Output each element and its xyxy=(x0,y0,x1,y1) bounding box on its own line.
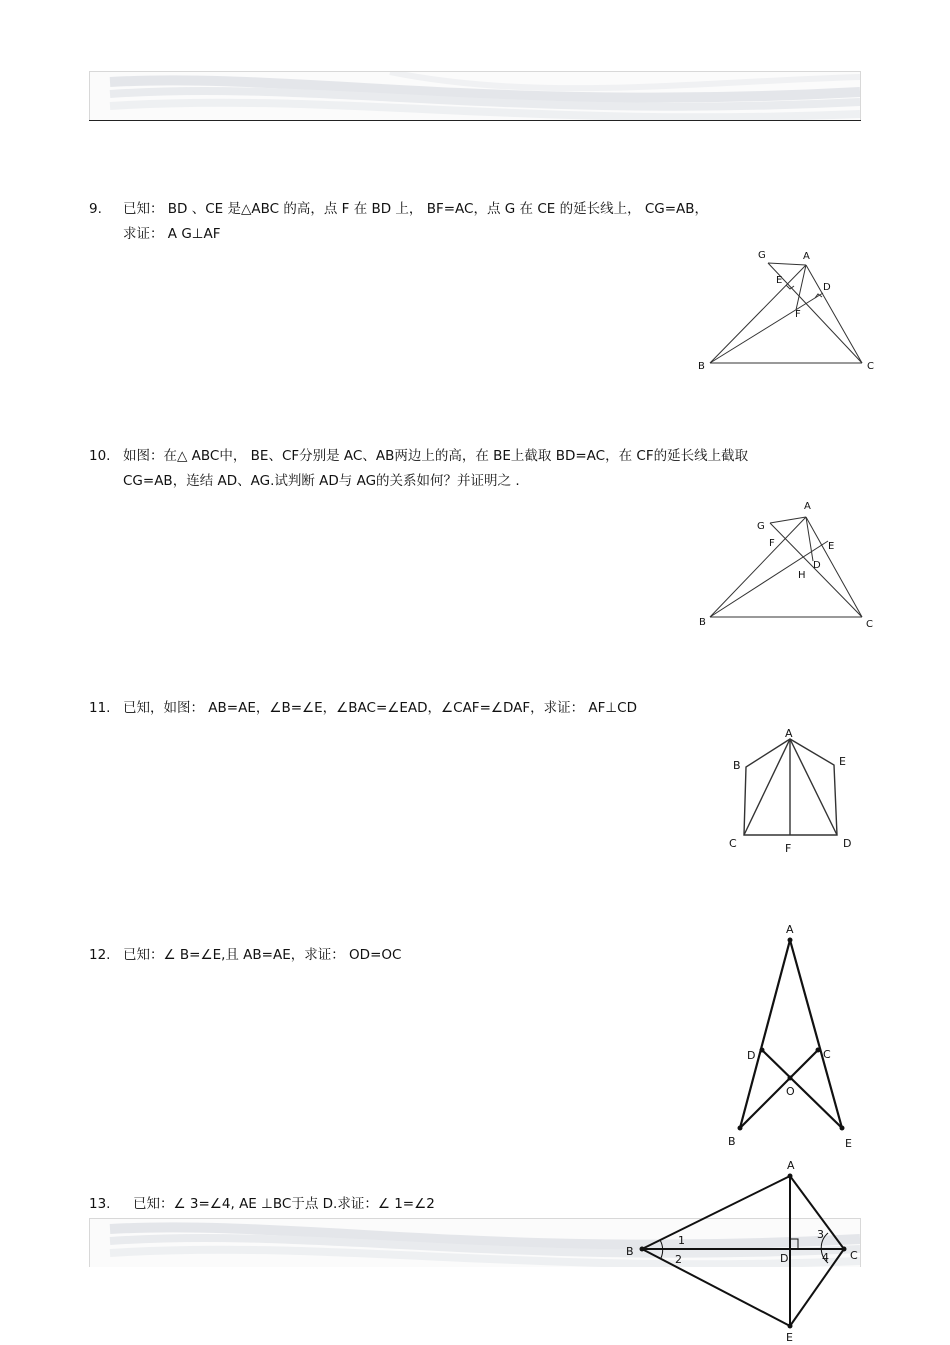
problem-11 xyxy=(89,696,637,721)
figure-13 xyxy=(620,1155,865,1345)
figure-9 xyxy=(690,245,890,380)
problem-12 xyxy=(89,943,401,968)
label-C: C xyxy=(866,619,873,630)
label-D: D xyxy=(843,837,852,850)
header-rule xyxy=(89,120,861,121)
header-banner xyxy=(89,71,861,120)
problem-text: 求证： A G⊥AF xyxy=(123,226,221,242)
label-C: C xyxy=(823,1048,831,1061)
problem-text: 已知：∠ B=∠E,且 AB=AE，求证： OD=OC xyxy=(123,947,402,963)
label-G: G xyxy=(757,521,765,532)
label-E: E xyxy=(845,1137,852,1150)
label-D: D xyxy=(813,560,821,571)
label-D: D xyxy=(780,1252,789,1265)
figure-11 xyxy=(720,725,860,860)
problem-text: 已知： BD 、CE 是△ABC 的高，点 F 在 BD 上， BF=AC，点 G 在 CE 的延长线上， CG=AB， xyxy=(123,201,709,217)
label-A: A xyxy=(787,1159,795,1172)
label-D: D xyxy=(823,282,831,293)
label-F: F xyxy=(795,309,801,320)
problem-9 xyxy=(89,197,708,247)
problem-text: 已知：∠ 3=∠4, AE ⊥BC于点 D.求证：∠ 1=∠2 xyxy=(133,1196,435,1212)
label-A: A xyxy=(804,501,811,512)
figure-10 xyxy=(690,495,890,635)
problem-number: 10. xyxy=(89,448,111,464)
label-B: B xyxy=(733,759,741,772)
problem-text: 如图：在△ ABC中， BE、CF分别是 AC、AB两边上的高，在 BE上截取 BD=AC，在 CF的延长线上截取 xyxy=(123,448,749,464)
label-A: A xyxy=(786,923,794,936)
label-3: 3 xyxy=(817,1228,824,1241)
label-2: 2 xyxy=(675,1253,682,1266)
label-D: D xyxy=(747,1049,756,1062)
label-C: C xyxy=(850,1249,858,1262)
label-B: B xyxy=(699,617,706,628)
problem-number: 9. xyxy=(89,201,102,217)
label-B: B xyxy=(626,1245,634,1258)
label-4: 4 xyxy=(822,1251,829,1264)
label-C: C xyxy=(729,837,737,850)
label-B: B xyxy=(698,361,705,372)
problem-text: CG=AB，连结 AD、AG.试判断 AD与 AG的关系如何？并证明之 . xyxy=(123,473,520,489)
problem-number: 13. xyxy=(89,1196,111,1212)
label-O: O xyxy=(786,1085,795,1098)
label-1: 1 xyxy=(678,1234,685,1247)
problem-10 xyxy=(89,444,748,494)
label-E: E xyxy=(839,755,846,768)
label-C: C xyxy=(867,361,874,372)
label-F: F xyxy=(785,842,792,855)
label-F: F xyxy=(769,538,775,549)
problem-13 xyxy=(89,1192,435,1217)
label-A: A xyxy=(803,251,810,262)
label-E: E xyxy=(786,1331,793,1344)
figure-12 xyxy=(720,920,860,1155)
problem-number: 11. xyxy=(89,700,111,716)
problem-number: 12. xyxy=(89,947,111,963)
label-H: H xyxy=(798,570,806,581)
label-E: E xyxy=(828,541,835,552)
label-E: E xyxy=(776,275,783,286)
label-B: B xyxy=(728,1135,736,1148)
label-A: A xyxy=(785,727,793,740)
problem-text: 已知，如图： AB=AE，∠B=∠E，∠BAC=∠EAD，∠CAF=∠DAF，求证： AF⊥CD xyxy=(123,700,638,716)
label-G: G xyxy=(758,250,766,261)
